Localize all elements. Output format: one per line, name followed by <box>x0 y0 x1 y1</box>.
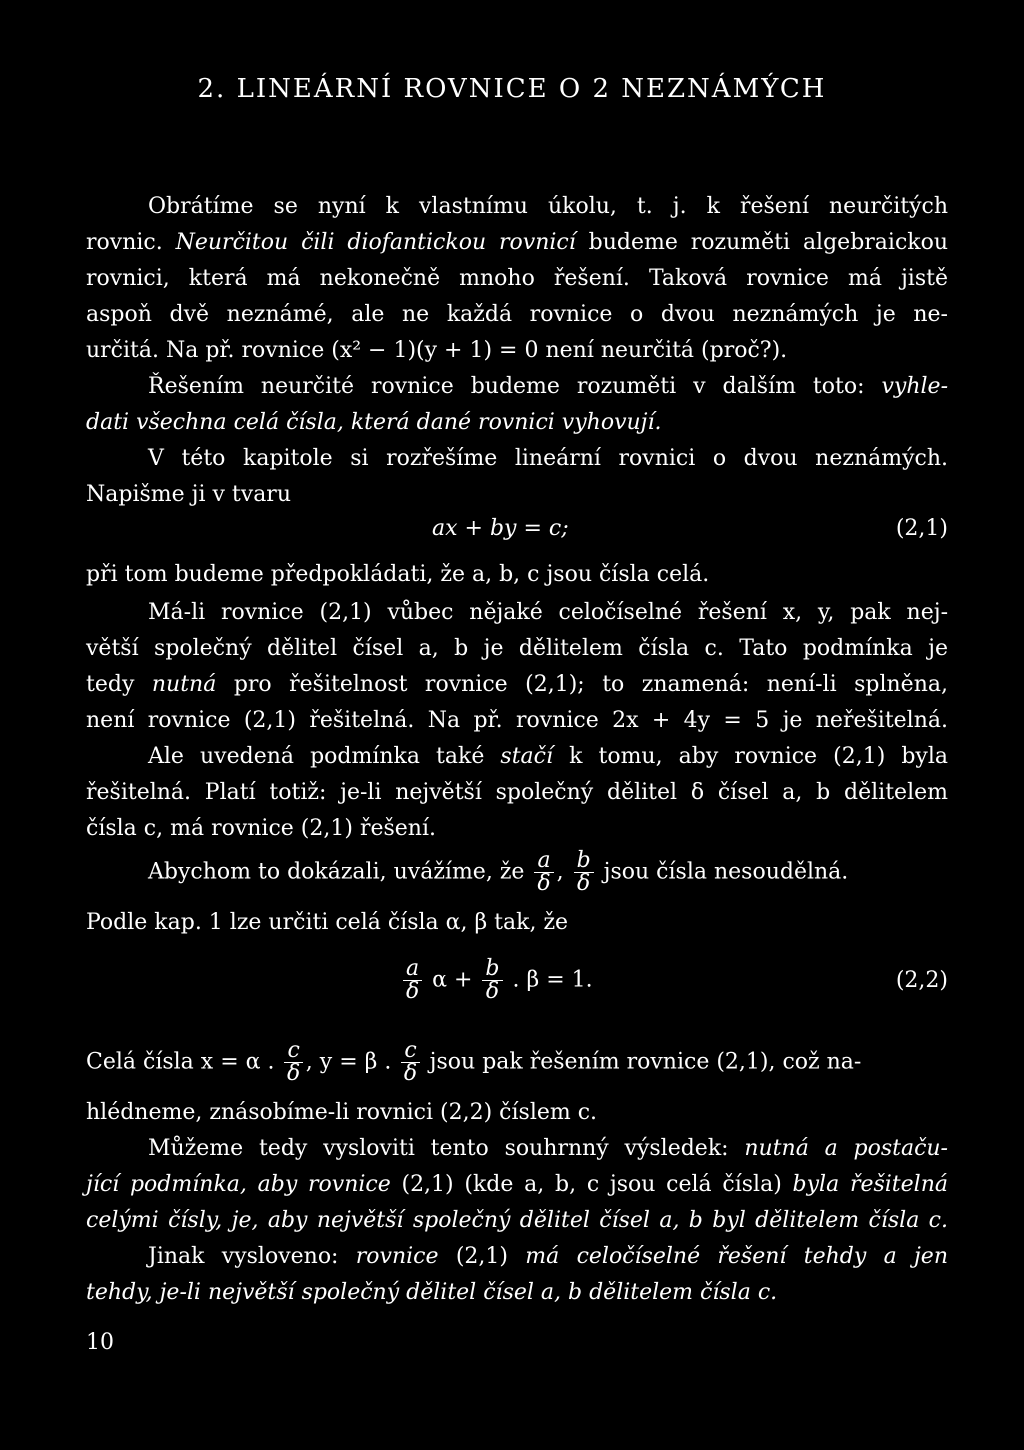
text-run: Abychom to dokázali, uvážíme, že <box>148 859 525 885</box>
paragraph-line: není rovnice (2,1) řešitelná. Na př. rovnice 2x + 4y = 5 je neřešitelná. <box>86 708 948 733</box>
paragraph-line <box>86 1040 948 1084</box>
text-run: Řešením neurčité rovnice budeme rozuměti v dalším toto: <box>148 374 882 399</box>
paragraph-line <box>148 742 948 772</box>
paragraph-line <box>148 372 948 402</box>
emphasis-text: nutná <box>151 672 217 697</box>
fraction-a-over-delta: $\frac{a}{\delta}$ <box>534 850 553 895</box>
text-run: tedy <box>86 672 152 697</box>
fraction-c-over-delta: $\frac{c}{\delta}$ <box>401 1040 419 1085</box>
paragraph-line <box>86 670 948 700</box>
paragraph-line <box>148 1134 948 1164</box>
equation-text: α + <box>432 967 473 993</box>
emphasis-text: jící podmínka, aby rovnice <box>86 1172 391 1197</box>
paragraph-line: Má-li rovnice (2,1) vůbec nějaké celočíselné řešení x, y, pak nej- <box>148 600 948 625</box>
paragraph-line: větší společný dělitel čísel a, b je dělitelem čísla c. Tato podmínka je <box>86 636 948 661</box>
fraction-a-over-delta: $\frac{a}{\delta}$ <box>403 958 422 1003</box>
paragraph-line: při tom budeme předpokládati, že a, b, c jsou čísla celá. <box>86 562 710 587</box>
text-run: k tomu, aby rovnice (2,1) byla <box>553 744 948 769</box>
paragraph-line: určitá. Na př. rovnice (x² − 1)(y + 1) = 0 není neurčitá (proč?). <box>86 338 788 363</box>
text-run: Můžeme tedy vysloviti tento souhrnný výsledek: <box>148 1136 745 1161</box>
fraction-b-over-delta: $\frac{b}{\delta}$ <box>574 850 594 895</box>
paragraph-line: Abychom to dokázali, uvážíme, že $\frac{a}{\delta}$ , $\frac{b}{\delta}$ jsou čísla nesoudělná. <box>148 848 849 896</box>
emphasis-text: rovnice <box>355 1244 439 1269</box>
paragraph-line <box>86 1278 948 1308</box>
emphasis-text: má celočíselné řešení tehdy a jen <box>525 1244 948 1269</box>
paragraph-line: řešitelná. Platí totiž: je-li největší společný dělitel δ čísel a, b dělitelem <box>86 780 948 805</box>
equation-text: . β = 1. <box>512 967 593 993</box>
text-run: jsou čísla nesoudělná. <box>603 859 849 885</box>
paragraph-line: čísla c, má rovnice (2,1) řešení. <box>86 816 436 841</box>
text-run: pro řešitelnost rovnice (2,1); to znamená: není-li splněna, <box>216 672 948 697</box>
paragraph-line: V této kapitole si rozřešíme lineární rovnici o dvou neznámých. <box>148 446 948 471</box>
equation-2-1 <box>432 514 569 544</box>
paragraph-line: Obrátíme se nyní k vlastnímu úkolu, t. j. k řešení neurčitých <box>148 194 948 219</box>
text-run: rovnic. <box>86 230 176 255</box>
paragraph-line: rovnici, která má nekonečně mnoho řešení. Taková rovnice má jistě <box>86 266 948 291</box>
text-run: jsou pak řešením rovnice (2,1), což na- <box>429 1049 862 1075</box>
definition-term: Neurčitou čili diofantickou rovnicí <box>175 230 576 255</box>
emphasis-text: byla řešitelná <box>792 1172 948 1197</box>
paragraph-line <box>86 1170 948 1200</box>
text-run: budeme rozuměti algebraickou <box>575 230 949 255</box>
equation-2-2 <box>400 958 593 1003</box>
emphasis-text: stačí <box>500 744 554 769</box>
text-run: (2,1) <box>438 1244 526 1269</box>
paragraph-line <box>86 228 948 258</box>
emphasis-text: vyhle- <box>881 374 948 399</box>
equation-number: (2,2) <box>895 968 948 993</box>
emphasis-text: dati všechna celá čísla, která dané rovnici vyhovují. <box>86 410 662 435</box>
paragraph-line <box>148 1242 948 1272</box>
paragraph-line <box>86 1206 948 1236</box>
fraction-b-over-delta: $\frac{b}{\delta}$ <box>482 958 502 1003</box>
paragraph-line <box>86 408 948 438</box>
paragraph-line: Napišme ji v tvaru <box>86 482 291 507</box>
equation-number: (2,1) <box>895 516 948 541</box>
paragraph-line: Podle kap. 1 lze určiti celá čísla α, β tak, že <box>86 910 569 935</box>
text-run: Jinak vysloveno: <box>148 1244 356 1269</box>
paragraph-line: aspoň dvě neznámé, ale ne každá rovnice o dvou neznámých je ne- <box>86 302 948 327</box>
emphasis-text: celými čísly, je, aby největší společný dělitel čísel a, b byl dělitelem čísla c. <box>86 1208 948 1233</box>
text-run: Celá čísla x = α . <box>86 1049 275 1075</box>
text-run: (2,1) (kde a, b, c jsou celá čísla) <box>390 1172 793 1197</box>
fraction-c-over-delta: $\frac{c}{\delta}$ <box>284 1040 302 1085</box>
paragraph-line: hlédneme, znásobíme-li rovnici (2,2) číslem c. <box>86 1100 598 1125</box>
page-number: 10 <box>86 1330 114 1355</box>
equation-text: ax + by = c; <box>432 516 569 541</box>
text-run: Ale uvedená podmínka také <box>148 744 501 769</box>
emphasis-text: nutná a postaču- <box>744 1136 948 1161</box>
chapter-heading: 2. LINEÁRNÍ ROVNICE O 2 NEZNÁMÝCH <box>197 74 827 104</box>
emphasis-text: tehdy, je-li největší společný dělitel čísel a, b dělitelem čísla c. <box>86 1280 778 1305</box>
text-run: , y = β . <box>305 1049 392 1075</box>
